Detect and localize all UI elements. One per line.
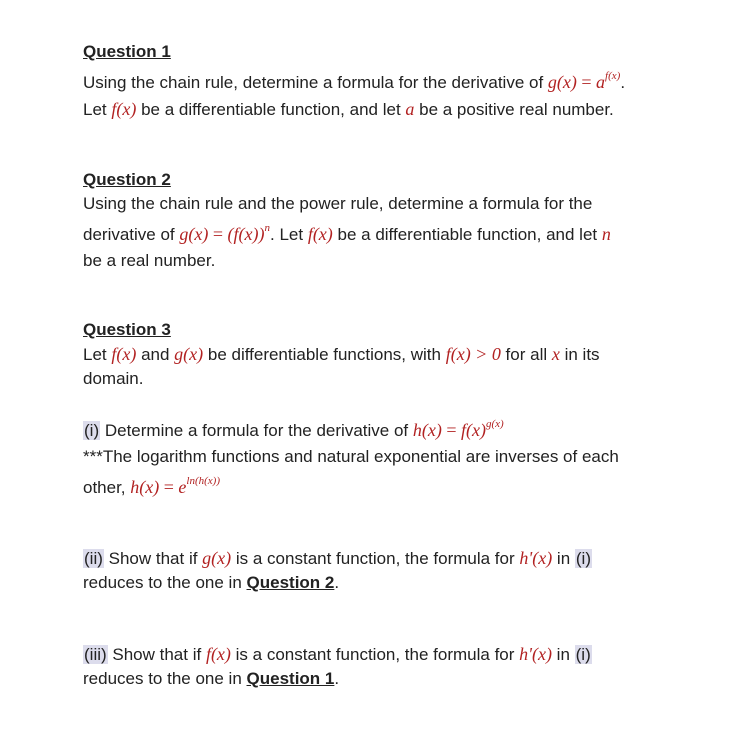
math-f-x: f(x) [461, 420, 486, 440]
part-i-text: other, [83, 478, 131, 497]
math-h-prime-x: h'(x) [519, 644, 552, 664]
part-i-text: Determine a formula for the derivative of [100, 421, 413, 440]
math-equals: = [441, 420, 461, 440]
part-i-reference: (i) [575, 645, 591, 664]
math-f-x-paren: (f(x)) [227, 224, 265, 244]
part-ii-text: Show that if [103, 549, 203, 568]
question-2-heading: Question 2 [83, 170, 171, 189]
math-equals: = [208, 224, 228, 244]
q1-text: be a positive real number. [414, 100, 614, 119]
part-iii-text: is a constant function, the formula for [230, 645, 520, 664]
part-ii-line-1 [83, 546, 683, 571]
part-ii-period: . [334, 573, 340, 592]
math-f-x: f(x) [111, 344, 137, 364]
q3-text: and [136, 345, 175, 364]
question-2-line-2 [83, 222, 683, 249]
q2-text: be a differentiable function, and let [332, 225, 602, 244]
q3-text: in its [559, 345, 600, 364]
math-x: x [551, 344, 560, 364]
math-f-x: f(x) [111, 99, 137, 119]
part-ii-text: reduces to the one in [83, 573, 247, 592]
q3-text: for all [500, 345, 552, 364]
part-iii [83, 642, 683, 691]
math-g-x: g(x) [202, 548, 232, 568]
math-h-x: h(x) [412, 420, 442, 440]
part-i-label: (i) [84, 421, 100, 440]
math-exponent-ln: ln(h(x)) [186, 475, 220, 487]
math-exponent-g-x: g(x) [485, 418, 504, 430]
part-iii-period: . [334, 669, 340, 688]
part-ii-line-2 [83, 571, 683, 595]
question-3-heading: Question 3 [83, 320, 171, 339]
math-equals: = [159, 477, 179, 497]
question-1-line-1 [83, 70, 683, 97]
q1-text: Let [83, 100, 112, 119]
part-i-line-1 [83, 418, 683, 445]
q1-period: . [620, 73, 626, 92]
math-f-x: f(x) [205, 644, 231, 664]
question-3 [83, 318, 683, 391]
part-iii-line-1 [83, 642, 683, 667]
math-a: a [405, 99, 415, 119]
q2-text: derivative of [83, 225, 180, 244]
math-f-x: f(x) [307, 224, 333, 244]
question-3-line-2: domain. [83, 369, 144, 388]
question-1-heading: Question 1 [83, 42, 171, 61]
part-iii-text: in [551, 645, 575, 664]
part-ii [83, 546, 683, 595]
question-3-line-1 [83, 342, 683, 367]
math-g-x: g(x) [174, 344, 204, 364]
part-iii-text: Show that if [107, 645, 206, 664]
part-i [83, 418, 683, 502]
math-condition: f(x) > 0 [445, 344, 501, 364]
part-i-reference: (i) [575, 549, 591, 568]
math-a: a [596, 72, 606, 92]
part-ii-label: (ii) [84, 549, 103, 568]
math-n: n [601, 224, 611, 244]
math-e: e [178, 477, 187, 497]
q2-text: . Let [270, 225, 308, 244]
question-2-reference: Question 2 [246, 573, 335, 592]
part-i-line-3 [83, 475, 683, 502]
part-i-note: ***The logarithm functions and natural exponential are inverses of each [83, 447, 619, 466]
math-g-x: g(x) [179, 224, 209, 244]
part-ii-text: in [552, 549, 575, 568]
question-1 [83, 40, 683, 122]
q3-text: be differentiable functions, with [203, 345, 446, 364]
q3-text: Let [83, 345, 112, 364]
math-h-prime-x: h'(x) [519, 548, 553, 568]
math-g-x: g(x) [547, 72, 577, 92]
question-1-line-2 [83, 97, 683, 122]
question-1-reference: Question 1 [246, 669, 335, 688]
part-ii-text: is a constant function, the formula for [231, 549, 520, 568]
question-2 [83, 168, 683, 273]
part-iii-text: reduces to the one in [83, 669, 247, 688]
math-h-x: h(x) [130, 477, 160, 497]
part-iii-label: (iii) [84, 645, 107, 664]
question-2-line-1: Using the chain rule and the power rule, determine a formula for the [83, 194, 593, 213]
q1-text: be a differentiable function, and let [136, 100, 406, 119]
math-exponent-f-x: f(x) [605, 70, 621, 82]
q1-text: Using the chain rule, determine a formula for the derivative of [83, 73, 548, 92]
math-exponent-n: n [264, 222, 270, 234]
question-2-line-3: be a real number. [83, 251, 216, 270]
part-iii-line-2 [83, 667, 683, 691]
math-equals: = [576, 72, 597, 92]
